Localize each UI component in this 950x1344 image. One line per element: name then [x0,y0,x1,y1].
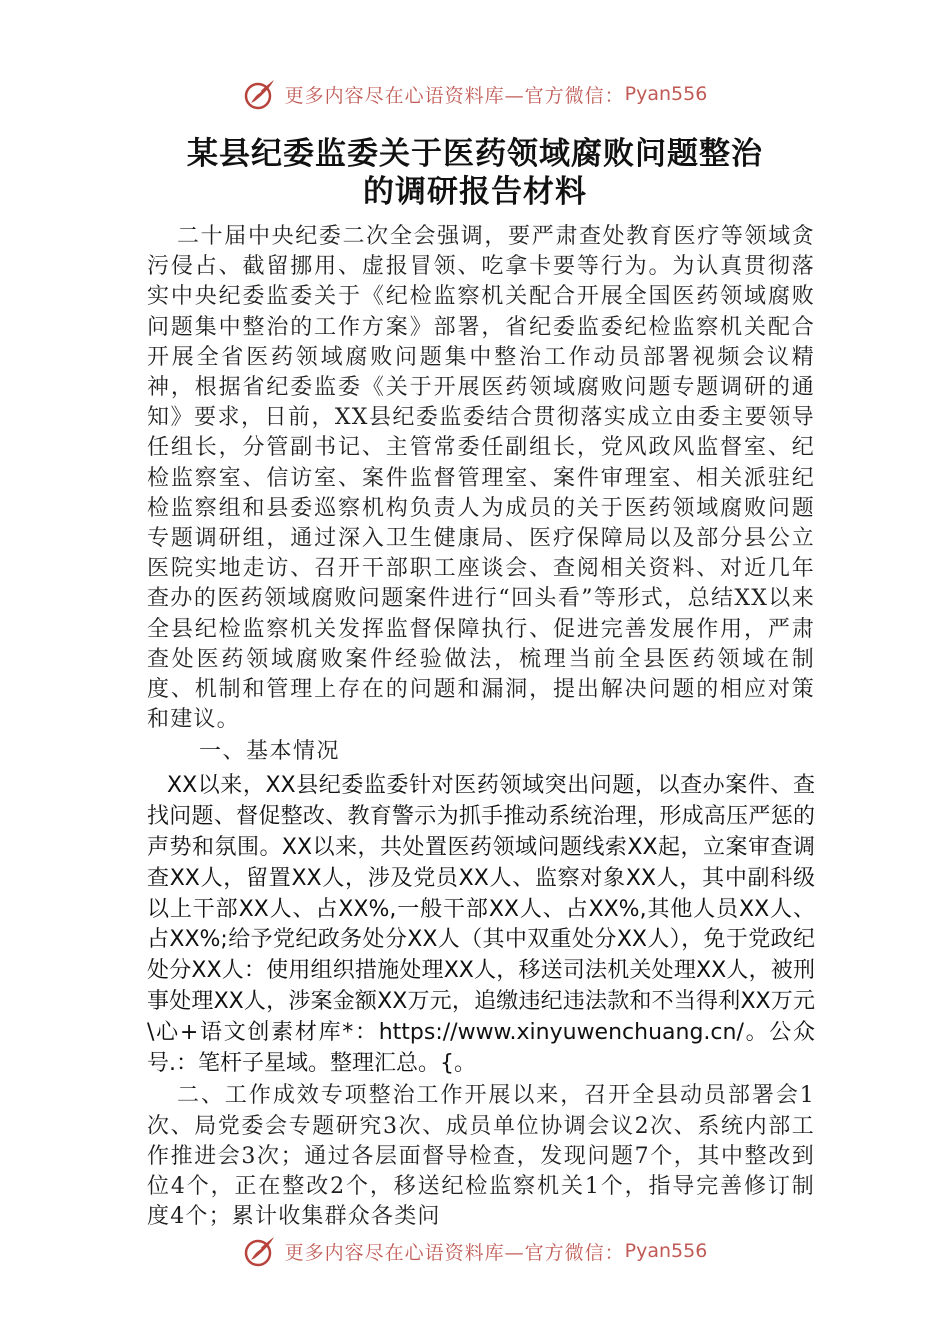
section1-paragraph: XX以来，XX县纪委监委针对医药领域突出问题，以查办案件、查找问题、督促整改、教育警示为抓手推动系统治理，形成高压严惩的声势和氛围。XX以来，共处置医药领域问题线索XX起，立案审查调查XX人，留置XX人，涉及党员XX人、监察对象XX人，其中副科级以上干部XX人、占XX%,一般干部XX人、占XX%,其他人员XX人、占XX%;给予党纪政务处分XX人（其中双重处分XX人），免于党政纪处分XX人：使用组织措施处理XX人，移送司法机关处理XX人，被刑事处理XX人，涉案金额XX万元，追缴违纪违法款和不当得利XX万元\心+语文创素材库*：https://www.xinyuwenchuang.cn/。公众号.：笔杆子星域。整理汇总。{。 [147,773,815,1076]
banner-text: 更多内容尽在心语资料库—官方微信： [284,1241,625,1264]
document-title-line2: 的调研报告材料 [363,174,587,210]
header-banner [0,74,950,114]
banner-wechat-id: Pyan556 [624,1240,708,1262]
quill-pen-seal-icon [243,1234,277,1268]
footer-banner [0,1231,950,1271]
document-body [147,222,815,1232]
document-title-line1: 某县纪委监委关于医药领域腐败问题整治 [187,136,763,172]
banner-wechat-id: Pyan556 [624,83,708,105]
quill-pen-seal-icon [243,77,277,111]
section2-paragraph: 二、工作成效专项整治工作开展以来，召开全县动员部署会1次、局党委会专题研究3次、成员单位协调会议2次、系统内部工作推进会3次；通过各层面督导检查，发现问题7个，其中整改到位4个，正在整改2个，移送纪检监察机关1个，指导完善修订制度4个；累计收集群众各类问 [147,1083,815,1230]
intro-paragraph: 二十届中央纪委二次全会强调，要严肃查处教育医疗等领域贪污侵占、截留挪用、虚报冒领、吃拿卡要等行为。为认真贯彻落实中央纪委监委关于《纪检监察机关配合开展全国医药领域腐败问题集中整治的工作方案》部署，省纪委监委纪检监察机关配合开展全省医药领域腐败问题集中整治工作动员部署视频会议精神，根据省纪委监委《关于开展医药领域腐败问题专题调研的通知》要求，日前，XX县纪委监委结合贯彻落实成立由委主要领导任组长，分管副书记、主管常委任副组长，党风政风监督室、纪检监察室、信访室、案件监督管理室、案件审理室、相关派驻纪检监察组和县委巡察机构负责人为成员的关于医药领域腐败问题专题调研组，通过深入卫生健康局、医疗保障局以及部分县公立医院实地走访、召开干部职工座谈会、查阅相关资料、对近几年查办的医药领域腐败问题案件进行“回头看”等形式，总结XX以来全县纪检监察机关发挥监督保障执行、促进完善发展作用，严肃查处医药领域腐败案件经验做法，梳理当前全县医药领域在制度、机制和管理上存在的问题和漏洞，提出解决问题的相应对策和建议。 [147,224,815,733]
section1-heading: 一、基本情况 [199,739,341,765]
banner-text: 更多内容尽在心语资料库—官方微信： [284,84,625,107]
